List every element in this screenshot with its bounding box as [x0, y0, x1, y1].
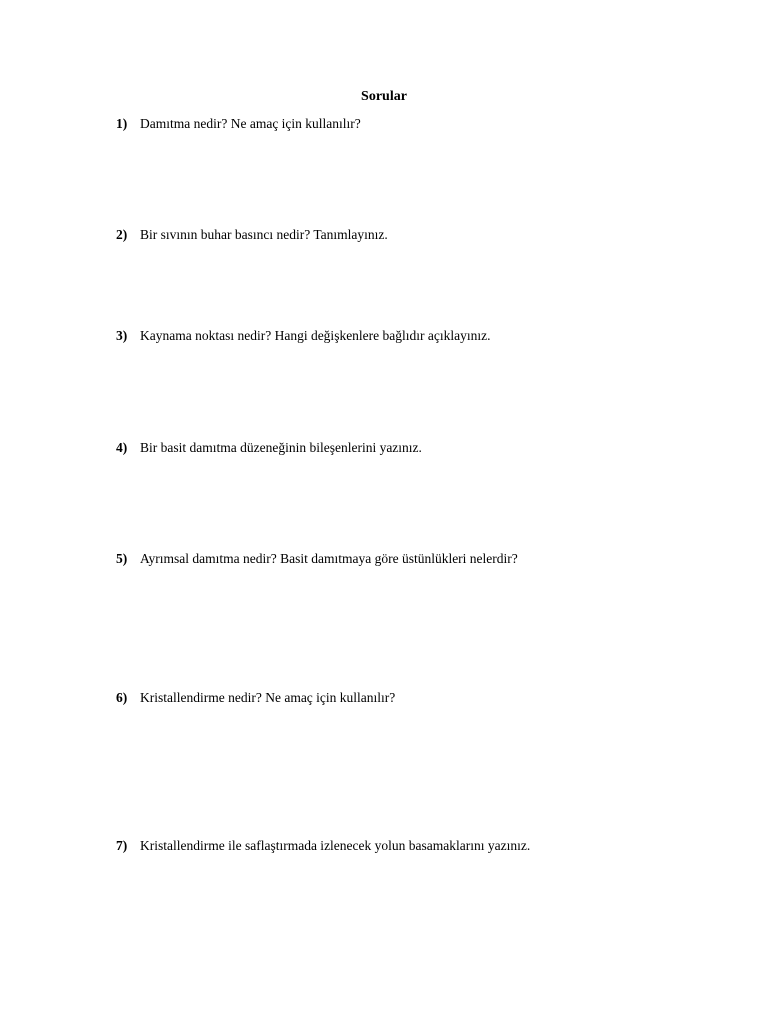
question-1: [116, 115, 716, 133]
question-4: [116, 439, 716, 457]
question-text: Ayrımsal damıtma nedir? Basit damıtmaya göre üstünlükleri nelerdir?: [140, 551, 518, 566]
question-number: 5): [116, 551, 128, 566]
question-7: [116, 837, 716, 855]
question-number: 6): [116, 690, 128, 705]
question-text: Kaynama noktası nedir? Hangi değişkenlere bağlıdır açıklayınız.: [140, 328, 491, 343]
question-text: Bir sıvının buhar basıncı nedir? Tanımlayınız.: [140, 227, 388, 242]
page-title: Sorular: [361, 89, 407, 104]
question-3: [116, 327, 716, 345]
question-text: Kristallendirme ile saflaştırmada izlenecek yolun basamaklarını yazınız.: [140, 838, 531, 853]
question-5: [116, 550, 716, 568]
question-text: Kristallendirme nedir? Ne amaç için kullanılır?: [140, 690, 396, 705]
question-text: Bir basit damıtma düzeneğinin bileşenlerini yazınız.: [140, 440, 422, 455]
question-number: 7): [116, 838, 128, 853]
question-number: 2): [116, 227, 128, 242]
question-2: [116, 226, 716, 244]
question-number: 3): [116, 328, 128, 343]
question-text: Damıtma nedir? Ne amaç için kullanılır?: [140, 116, 361, 131]
question-number: 4): [116, 440, 128, 455]
question-number: 1): [116, 116, 128, 131]
question-6: [116, 689, 716, 707]
